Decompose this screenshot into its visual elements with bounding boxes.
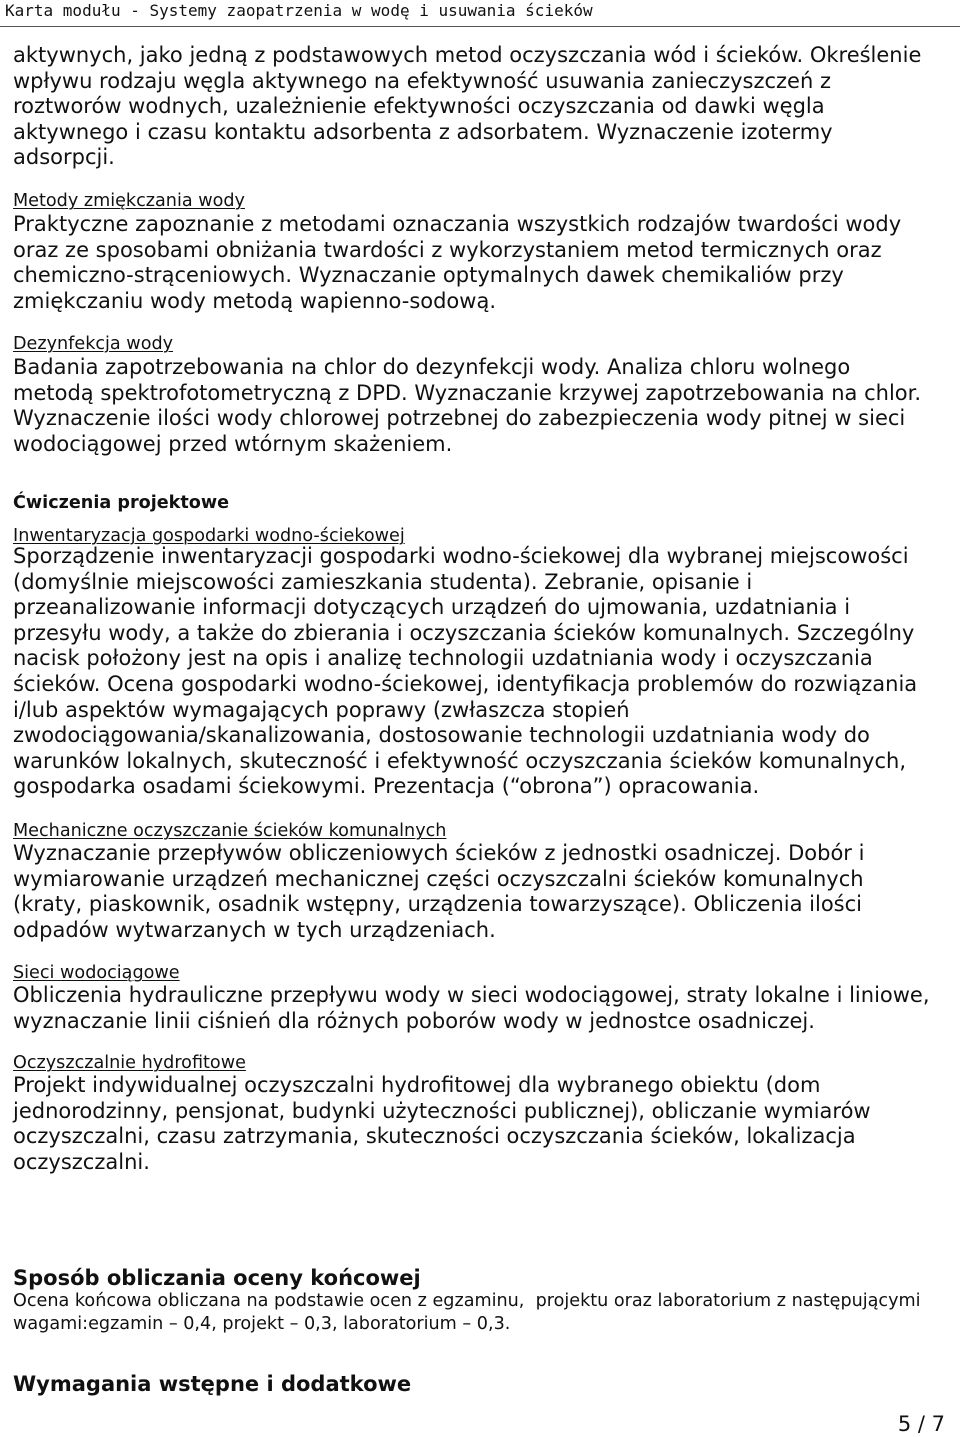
text-line: wpływu rodzaju węgla aktywnego na efektywność usuwania zanieczyszczeń z — [13, 68, 831, 93]
section-body-water-softening — [13, 212, 901, 314]
grading-heading — [13, 1265, 421, 1291]
text-line: wyznaczanie linii ciśnień dla różnych poborów wody w jednostce osadniczej. — [13, 1008, 815, 1033]
text-line: oczyszczalni, czasu zatrzymania, skuteczności oczyszczania ścieków, lokalizacja — [13, 1124, 856, 1149]
page-header-title: Karta modułu - Systemy zaopatrzenia w wodę i usuwania ścieków — [5, 1, 593, 20]
heading-text: Wymagania wstępne i dodatkowe — [13, 1372, 412, 1396]
text-line: zwodociągowania/skanalizowania, dostosowanie technologii uzdatniania wody do — [13, 723, 870, 748]
text-line: metodą spektrofotometryczną z DPD. Wyznaczanie krzywej zapotrzebowania na chlor. — [13, 380, 922, 405]
text-line: adsorpcji. — [13, 145, 115, 170]
text-line: wymiarowanie urządzeń mechanicznej części oczyszczalni ścieków komunalnych — [13, 866, 864, 891]
text-line: jednorodzinny, pensjonat, budynki użyteczności publicznej), obliczanie wymiarów — [13, 1098, 871, 1123]
text-line: roztworów wodnych, uzależnienie efektywności oczyszczania od dawki węgla — [13, 94, 825, 119]
text-line: Badania zapotrzebowania na chlor do dezynfekcji wody. Analiza chloru wolnego — [13, 355, 851, 379]
text-line: Praktyczne zapoznanie z metodami oznaczania wszystkich rodzajów twardości wody — [13, 212, 902, 236]
grading-body — [13, 1290, 921, 1336]
text-line: oraz ze sposobami obniżania twardości z wykorzystaniem metod termicznych oraz — [13, 237, 882, 262]
text-line: Obliczenia hydrauliczne przepływu wody w sieci wodociągowej, straty lokalne i liniowe, — [13, 983, 930, 1007]
page-number: 5 / 7 — [897, 1412, 945, 1436]
text-line: zmiękczaniu wody metodą wapienno-sodową. — [13, 288, 496, 313]
section-title-water-networks — [13, 962, 180, 984]
text-line: wodociągowej przed wtórnym skażeniem. — [13, 431, 453, 456]
section-body-mechanical-treatment — [13, 841, 864, 943]
text-line: Wyznaczanie przepływów obliczeniowych ścieków z jednostki osadniczej. Dobór i — [13, 841, 865, 865]
text-line: odpadów wytwarzanych w tych urządzeniach. — [13, 917, 496, 942]
text-line: Projekt indywidualnej oczyszczalni hydrofitowej dla wybranego obiektu (dom — [13, 1073, 821, 1097]
text-line: warunków lokalnych, skuteczność i efektywność oczyszczania ścieków komunalnych, — [13, 748, 906, 773]
section-title-disinfection — [13, 333, 173, 355]
section-body-inventory — [13, 544, 917, 800]
section-title-water-softening — [13, 190, 245, 212]
heading-text: Ćwiczenia projektowe — [13, 493, 230, 513]
text-line: ścieków. Ocena gospodarki wodno-ściekowej, identyfikacja problemów do rozwiązania — [13, 671, 918, 696]
text-line: (kraty, piaskownik, osadnik wstępny, urządzenia towarzyszące). Obliczenia ilości — [13, 892, 862, 917]
section-body-water-networks — [13, 983, 930, 1034]
text-line: wagami:egzamin – 0,4, projekt – 0,3, laboratorium – 0,3. — [13, 1314, 511, 1334]
text-line: Wyznaczenie ilości wody chlorowej potrzebnej do zabezpieczenia wody pitnej w sieci — [13, 406, 906, 431]
text-line: chemiczno-strąceniowych. Wyznaczanie optymalnych dawek chemikaliów przy — [13, 263, 844, 288]
section-title: Metody zmiękczania wody — [13, 191, 245, 211]
text-line: aktywnego i czasu kontaktu adsorbenta z adsorbatem. Wyznaczenie izotermy — [13, 119, 833, 144]
text-line: (domyślnie miejscowości zamieszkania studenta). Zebranie, opisanie i — [13, 569, 753, 594]
heading-text: Sposób obliczania oceny końcowej — [13, 1266, 421, 1290]
section-title-constructed-wetlands — [13, 1052, 246, 1074]
text-line: przesyłu wody, a także do zbierania i oczyszczania ścieków komunalnych. Szczególny — [13, 620, 915, 645]
text-line: gospodarka osadami ściekowymi. Prezentacja (“obrona”) opracowania. — [13, 774, 760, 799]
section-body-constructed-wetlands — [13, 1073, 871, 1175]
section-body-disinfection — [13, 355, 921, 457]
section-title: Oczyszczalnie hydrofitowe — [13, 1053, 246, 1073]
text-line: przeanalizowanie informacji dotyczących urządzeń do ujmowania, uzdatniania i — [13, 595, 851, 620]
text-line: nacisk położony jest na opis i analizę technologii uzdatniania wody i oczyszczania — [13, 646, 873, 671]
text-line: Ocena końcowa obliczana na podstawie ocen z egzaminu, projektu oraz laboratorium z następującymi — [13, 1291, 921, 1311]
header-divider — [0, 26, 960, 27]
section-title: Dezynfekcja wody — [13, 334, 174, 354]
section-title: Inwentaryzacja gospodarki wodno-ściekowej — [13, 526, 405, 546]
section-title-mechanical-treatment — [13, 820, 446, 842]
text-line: oczyszczalni. — [13, 1149, 150, 1174]
intro-paragraph — [13, 43, 921, 171]
text-line: i/lub aspektów wymagających poprawy (zwłaszcza stopień — [13, 697, 630, 722]
requirements-heading — [13, 1371, 411, 1397]
section-title: Mechaniczne oczyszczanie ścieków komunalnych — [13, 821, 447, 841]
section-title: Sieci wodociągowe — [13, 963, 180, 983]
project-heading — [13, 492, 229, 514]
text-line: aktywnych, jako jedną z podstawowych metod oczyszczania wód i ścieków. Określenie — [13, 43, 922, 67]
text-line: Sporządzenie inwentaryzacji gospodarki wodno-ściekowej dla wybranej miejscowości — [13, 544, 909, 568]
